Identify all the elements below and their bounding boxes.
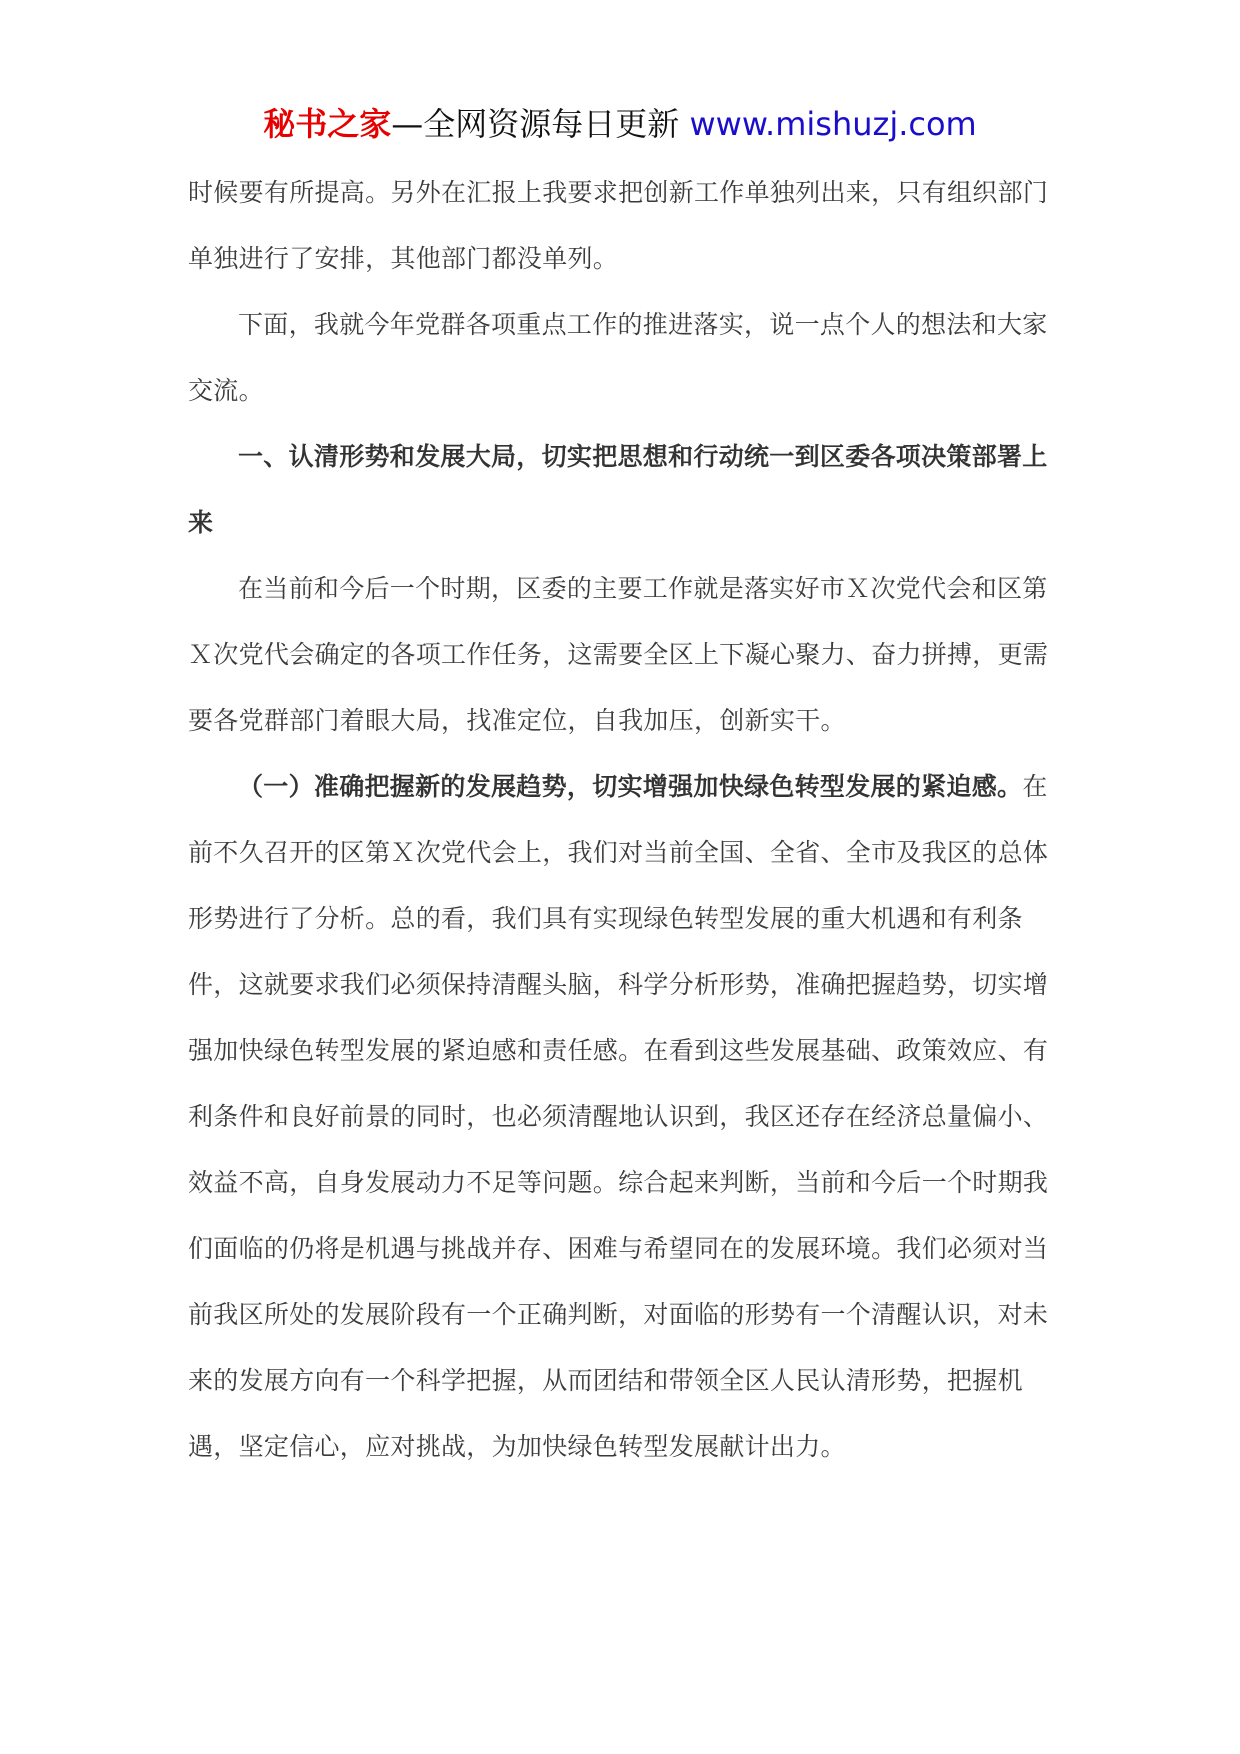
subsection-body: 在前不久召开的区第Ｘ次党代会上，我们对当前全国、全省、全市及我区的总体形势进行了分析。总的看，我们具有实现绿色转型发展的重大机遇和有利条件，这就要求我们必须保持清醒头脑，科学分析形势，准确把握趋势，切实增强加快绿色转型发展的紧迫感和责任感。在看到这些发展基础、政策效应、有利条件和良好前景的同时，也必须清醒地认识到，我区还存在经济总量偏小、效益不高，自身发展动力不足等问题。综合起来判断，当前和今后一个时期我们面临的仍将是机遇与挑战并存、困难与希望同在的发展环境。我们必须对当前我区所处的发展阶段有一个正确判断，对面临的形势有一个清醒认识，对未来的发展方向有一个科学把握，从而团结和带领全区人民认清形势，把握机遇，坚定信心，应对挑战，为加快绿色转型发展献计出力。 bbox=[188, 772, 1049, 1461]
paragraph-section-body: 在当前和今后一个时期，区委的主要工作就是落实好市Ｘ次党代会和区第Ｘ次党代会确定的各项工作任务，这需要全区上下凝心聚力、奋力拼搏，更需要各党群部门着眼大局，找准定位，自我加压，创新实干。 bbox=[188, 574, 1049, 735]
paragraph-subsection bbox=[188, 754, 1068, 1480]
section-heading: 一、认清形势和发展大局，切实把思想和行动统一到区委各项决策部署上来 bbox=[188, 442, 1048, 537]
page-header bbox=[0, 100, 1240, 148]
paragraph-continuation: 时候要有所提高。另外在汇报上我要求把创新工作单独列出来，只有组织部门单独进行了安排，其他部门都没单列。 bbox=[188, 178, 1049, 273]
document-body bbox=[188, 160, 1068, 1480]
header-brand: 秘书之家 bbox=[263, 105, 392, 143]
paragraph-intro: 下面，我就今年党群各项重点工作的推进落实，说一点个人的想法和大家交流。 bbox=[188, 310, 1048, 405]
header-tagline: —全网资源每日更新 bbox=[391, 105, 690, 143]
subsection-heading: （一）准确把握新的发展趋势，切实增强加快绿色转型发展的紧迫感。 bbox=[238, 772, 1023, 801]
header-url-link[interactable]: www.mishuzj.com bbox=[689, 105, 977, 143]
